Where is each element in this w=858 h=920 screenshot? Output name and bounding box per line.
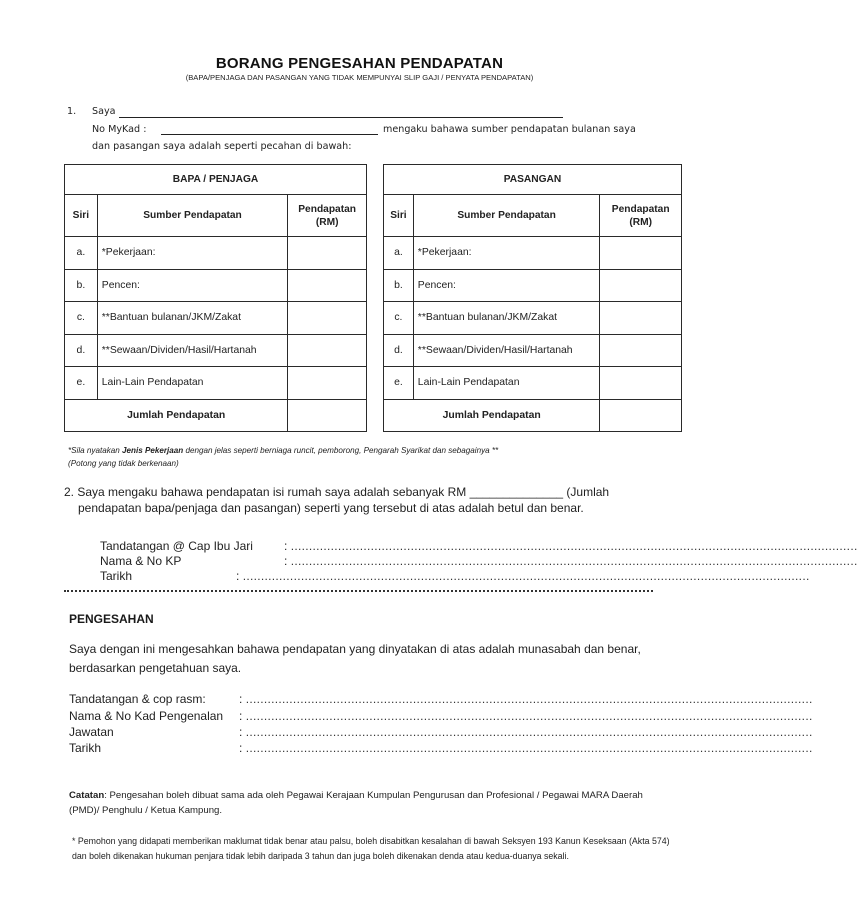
income-amount-field[interactable] (288, 367, 367, 400)
date-label: Tarikh (100, 569, 133, 583)
table-row (65, 367, 367, 400)
table-row (65, 237, 367, 270)
total-amount-field[interactable] (288, 399, 367, 431)
section2-number: 2. (64, 485, 75, 499)
section-separator (64, 590, 653, 592)
saya-name-field[interactable] (119, 117, 563, 118)
table-row (384, 334, 682, 367)
form-title: BORANG PENGESAHAN PENDAPATAN (215, 55, 504, 72)
income-amount-field[interactable] (288, 269, 367, 302)
colon: : (284, 554, 288, 568)
row-siri: e. (384, 367, 414, 400)
section1-continuation: mengaku bahawa sumber pendapatan bulanan saya (383, 124, 636, 135)
mykad-label: No MyKad : (92, 124, 147, 135)
date-field[interactable]: ............................................................................................................................................................ (242, 569, 810, 583)
income-table-pasangan (383, 164, 682, 432)
saya-label: Saya (92, 106, 116, 117)
household-income-field[interactable]: ______________ (469, 485, 564, 499)
pengesahan-paragraph: Saya dengan ini mengesahkan bahawa pendapatan yang dinyatakan di atas adalah munasabah dan benar, berdasarkan pengetahuan saya. (69, 642, 641, 675)
applicant-date-row (100, 569, 810, 583)
col-header-income (600, 195, 682, 237)
table-row (65, 302, 367, 335)
applicant-name-row (100, 554, 858, 568)
section1-line2: dan pasangan saya adalah seperti pecahan di bawah: (92, 141, 352, 152)
mykad-field[interactable] (161, 134, 378, 135)
section1-number: 1. (67, 106, 77, 117)
table-title: BAPA / PENJAGA (65, 165, 367, 195)
section2-declaration (64, 484, 609, 516)
col-header-source: Sumber Pendapatan (97, 195, 288, 237)
income-amount-field[interactable] (600, 302, 682, 335)
applicant-signature-row (100, 539, 858, 553)
row-source: Lain-Lain Pendapatan (97, 367, 288, 400)
table-row (384, 269, 682, 302)
officer-date-label: Tarikh (69, 741, 102, 755)
officer-name-label: Nama & No Kad Pengenalan (69, 709, 224, 723)
officer-name-row (69, 709, 813, 723)
row-source: *Pekerjaan: (413, 237, 600, 270)
colon: : (239, 709, 243, 723)
officer-position-label: Jawatan (69, 725, 114, 739)
officer-signature-field[interactable]: ............................................................................................................................................................ (245, 692, 813, 706)
officer-signature-row (69, 692, 813, 706)
officer-position-field[interactable]: ............................................................................................................................................................ (245, 725, 813, 739)
income-amount-field[interactable] (288, 302, 367, 335)
row-siri: d. (384, 334, 414, 367)
col-header-siri: Siri (384, 195, 414, 237)
row-source: **Sewaan/Dividen/Hasil/Hartanah (413, 334, 600, 367)
row-source: Pencen: (97, 269, 288, 302)
section2-line2: pendapatan bapa/penjaga dan pasangan) seperti yang tersebut di atas adalah betul dan benar. (78, 501, 584, 515)
total-label: Jumlah Pendapatan (65, 399, 288, 431)
income-table-bapa-penjaga (64, 164, 367, 432)
row-source: **Sewaan/Dividen/Hasil/Hartanah (97, 334, 288, 367)
name-kp-field[interactable]: ............................................................................................................................................................ (290, 554, 858, 568)
total-row (65, 399, 367, 431)
catatan-note (69, 788, 669, 818)
income-amount-field[interactable] (600, 367, 682, 400)
table-row (384, 302, 682, 335)
officer-date-field[interactable]: ............................................................................................................................................................ (245, 741, 813, 755)
col-header-income (288, 195, 367, 237)
pengesahan-heading: PENGESAHAN (69, 612, 154, 626)
row-source: Lain-Lain Pendapatan (413, 367, 600, 400)
note-line2: (Potong yang tidak berkenaan) (68, 459, 179, 468)
officer-signature-label: Tandatangan & cop rasm: (69, 692, 206, 706)
section2-text-a: Saya mengaku bahawa pendapatan isi rumah saya adalah sebanyak RM (77, 485, 467, 499)
income-amount-field[interactable] (600, 237, 682, 270)
colon: : (239, 725, 243, 739)
colon: : (239, 692, 243, 706)
row-siri: c. (65, 302, 98, 335)
total-amount-field[interactable] (600, 399, 682, 431)
table-row (65, 334, 367, 367)
col-header-income-line2: (RM) (315, 216, 339, 228)
income-amount-field[interactable] (600, 334, 682, 367)
row-source: **Bantuan bulanan/JKM/Zakat (413, 302, 600, 335)
row-siri: c. (384, 302, 414, 335)
income-amount-field[interactable] (600, 269, 682, 302)
note-suffix: dengan jelas seperti berniaga runcit, pemborong, Pengarah Syarikat dan sebagainya ** (183, 446, 499, 455)
colon: : (284, 539, 288, 553)
table-row (65, 269, 367, 302)
row-siri: d. (65, 334, 98, 367)
section2-text-b: (Jumlah (566, 485, 610, 499)
name-kp-label: Nama & No KP (100, 554, 182, 568)
table-title: PASANGAN (384, 165, 682, 195)
row-source: Pencen: (413, 269, 600, 302)
catatan-label: Catatan (69, 790, 105, 801)
legal-warning: * Pemohon yang didapati memberikan maklumat tidak benar atau palsu, boleh disabitkan kesalahan di bawah Seksyen 193 Kanun Keseksaan (Akta 574) dan boleh dikenakan hukuman penjara tidak lebih daripada 3 tahun dan juga boleh dikenakan denda atau kedua-duanya sekali. (72, 836, 670, 861)
col-header-siri: Siri (65, 195, 98, 237)
col-header-source: Sumber Pendapatan (413, 195, 600, 237)
income-amount-field[interactable] (288, 334, 367, 367)
row-source: **Bantuan bulanan/JKM/Zakat (97, 302, 288, 335)
officer-date-row (69, 741, 813, 755)
colon: : (239, 741, 243, 755)
col-header-income-line1: Pendapatan (298, 203, 357, 215)
signature-label: Tandatangan @ Cap Ibu Jari (100, 539, 253, 553)
table-row (384, 367, 682, 400)
col-header-income-line1: Pendapatan (611, 203, 670, 215)
income-amount-field[interactable] (288, 237, 367, 270)
catatan-text: : Pengesahan boleh dibuat sama ada oleh Pegawai Kerajaan Kumpulan Pengurusan dan Profesional / Pegawai MARA Daerah (PMD)/ Penghulu / Ketua Kampung. (69, 790, 643, 816)
total-label: Jumlah Pendapatan (384, 399, 600, 431)
row-siri: e. (65, 367, 98, 400)
row-siri: b. (65, 269, 98, 302)
row-source: *Pekerjaan: (97, 237, 288, 270)
form-subtitle: (BAPA/PENJAGA DAN PASANGAN YANG TIDAK MEMPUNYAI SLIP GAJI / PENYATA PENDAPATAN) (185, 73, 534, 82)
col-header-income-line2: (RM) (629, 216, 652, 228)
signature-field[interactable]: ............................................................................................................................................................ (290, 539, 858, 553)
row-siri: a. (384, 237, 414, 270)
note-bold: Jenis Pekerjaan (122, 446, 184, 455)
footnote-jenis-pekerjaan (68, 444, 498, 470)
total-row (384, 399, 682, 431)
colon: : (236, 569, 240, 583)
table-row (384, 237, 682, 270)
note-prefix: *Sila nyatakan (68, 446, 122, 455)
officer-name-field[interactable]: ............................................................................................................................................................ (245, 709, 813, 723)
row-siri: b. (384, 269, 414, 302)
officer-position-row (69, 725, 813, 739)
row-siri: a. (65, 237, 98, 270)
